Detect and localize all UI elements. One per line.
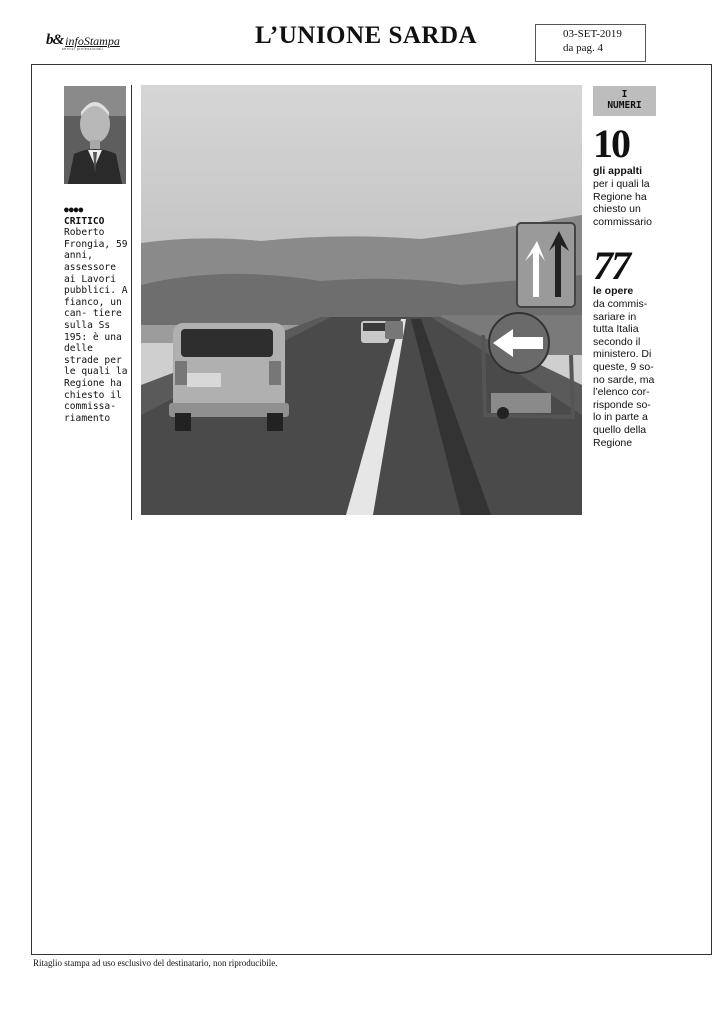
logo-mark: b& — [46, 32, 64, 48]
logo-subtitle: servizi professionali — [62, 47, 104, 51]
stat-number: 77 — [593, 243, 629, 288]
page-ref: da pag. 4 — [563, 42, 604, 54]
date-box — [535, 24, 646, 62]
caption-label: CRITICO — [64, 215, 105, 227]
date: 03-SET-2019 — [563, 28, 622, 40]
road-construction-photo — [141, 85, 582, 515]
stat-number: 10 — [593, 121, 629, 166]
photo-caption — [64, 204, 130, 424]
footer-disclaimer: Ritaglio stampa ad uso esclusivo del destinatario, non riproducibile. — [33, 958, 278, 968]
logo-text: infoStampa — [65, 34, 120, 48]
masthead: L’UNIONE SARDA — [255, 22, 478, 49]
numeri-badge-line2: NUMERI — [607, 100, 642, 111]
numeri-badge — [593, 86, 656, 116]
caption-text: Roberto Frongia, 59 anni, assessore ai Lavori pubblici. A fianco, un can- tiere sulla Ss 195: è una delle strade per le quali la Regione ha chiesto il commissa- riamento — [64, 227, 128, 424]
numeri-badge-line1: I — [621, 89, 628, 100]
caption-dots: ●●●● — [64, 205, 84, 214]
stat-description: da commis- sariare in tutta Italia secondo il ministero. Di queste, 9 so- no sarde, ma l’elenco cor- risponde so- lo in parte a quello della Regione — [593, 298, 655, 449]
stat-description: per i quali la Regione ha chiesto un commissario — [593, 178, 652, 228]
portrait-photo — [64, 86, 126, 184]
stat-label: le opere — [593, 285, 634, 297]
stat-label: gli appalti — [593, 165, 643, 177]
column-divider — [131, 85, 132, 520]
